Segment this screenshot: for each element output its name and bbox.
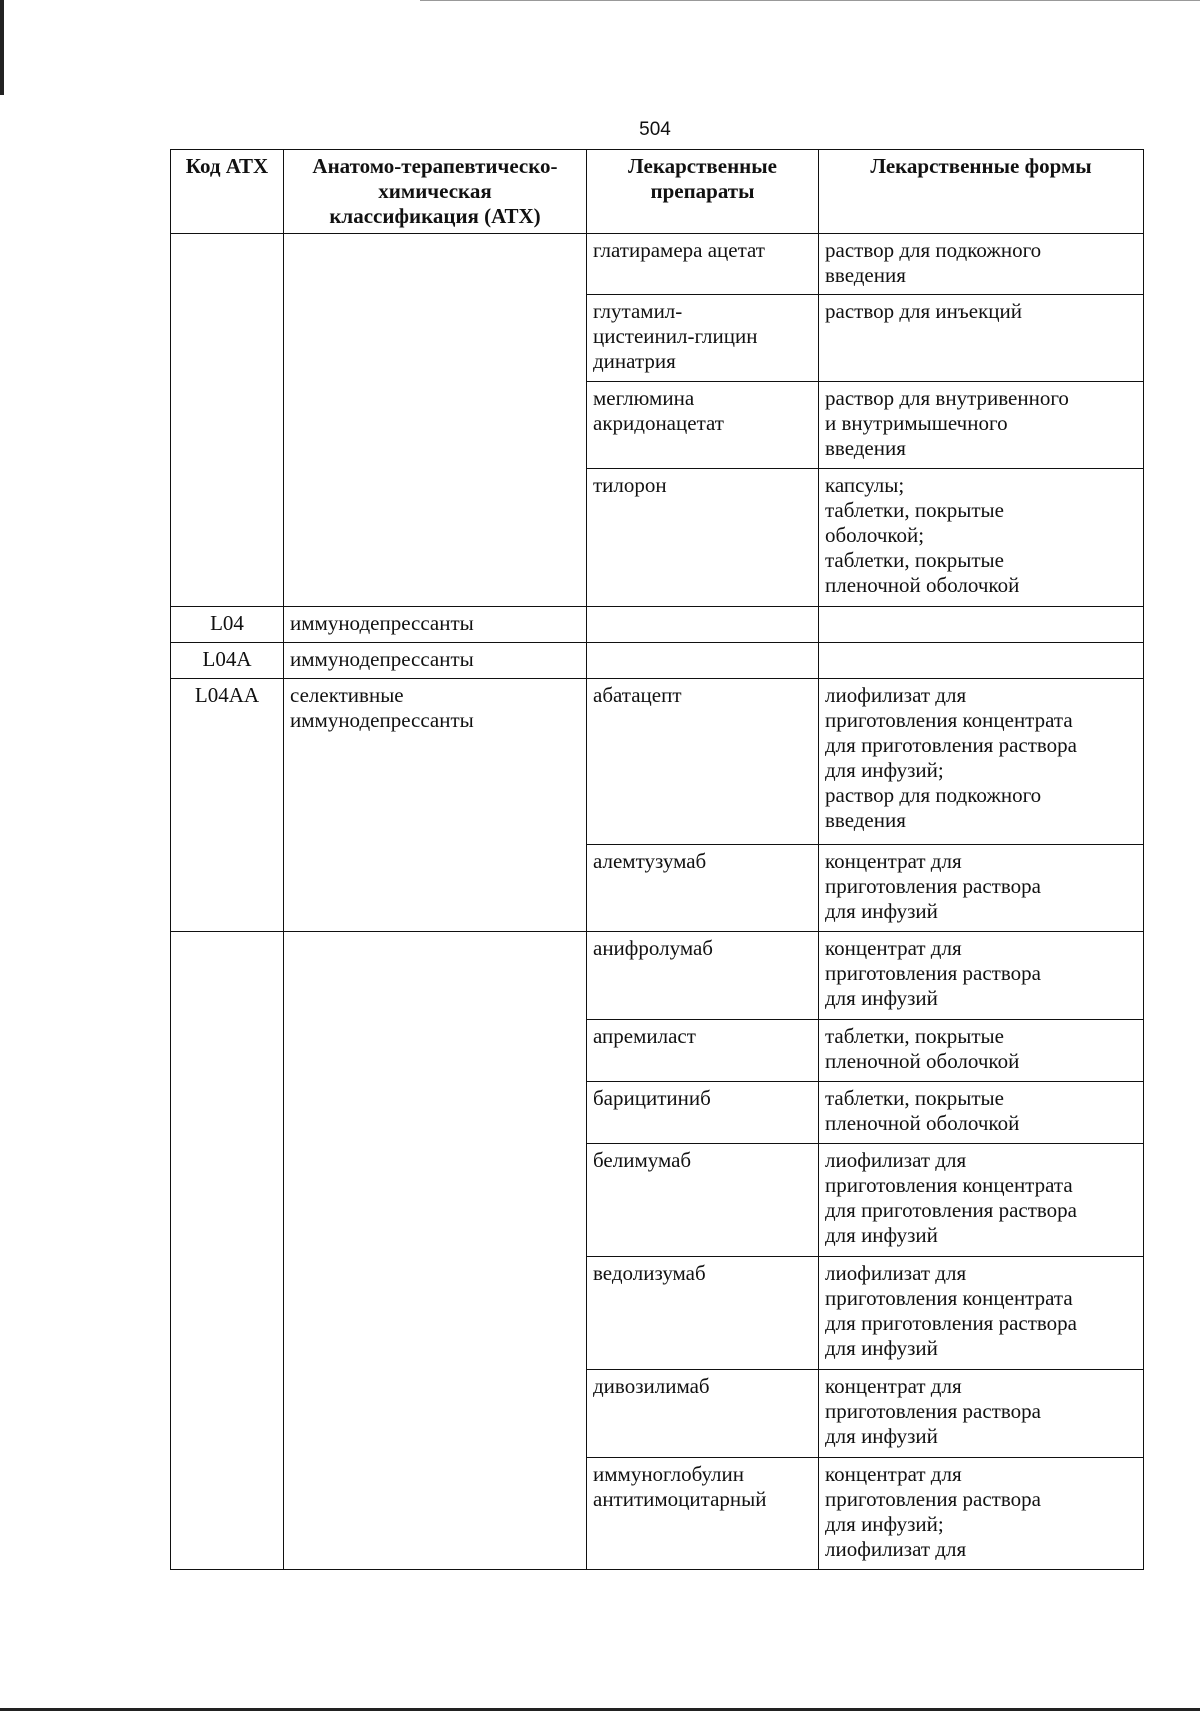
form-cell-empty	[819, 643, 1144, 679]
form-cell: концентрат для приготовления раствора для инфузий	[819, 845, 1144, 932]
code-cell: L04AA	[171, 679, 284, 932]
table-row	[171, 234, 1144, 295]
drug-cell: алемтузумаб	[587, 845, 819, 932]
page-number: 504	[639, 119, 671, 140]
drug-cell: ведолизумаб	[587, 1257, 819, 1370]
drug-cell: апремиласт	[587, 1020, 819, 1082]
form-cell: раствор для внутривенного и внутримышечного введения	[819, 382, 1144, 469]
form-cell-empty	[819, 607, 1144, 643]
form-cell: таблетки, покрытые пленочной оболочкой	[819, 1020, 1144, 1082]
header-forms: Лекарственные формы	[819, 150, 1144, 234]
drug-cell-empty	[587, 643, 819, 679]
header-classification: Анатомо-терапевтическо- химическая классификация (АТХ)	[284, 150, 587, 234]
form-cell: концентрат для приготовления раствора для инфузий; лиофилизат для	[819, 1458, 1144, 1570]
form-cell: раствор для инъекций	[819, 295, 1144, 382]
header-code: Код АТХ	[171, 150, 284, 234]
table-header-row	[171, 150, 1144, 234]
form-cell: капсулы; таблетки, покрытые оболочкой; таблетки, покрытые пленочной оболочкой	[819, 469, 1144, 607]
table-row	[171, 679, 1144, 845]
form-cell: таблетки, покрытые пленочной оболочкой	[819, 1082, 1144, 1144]
drug-cell: тилорон	[587, 469, 819, 607]
drug-cell: глатирамера ацетат	[587, 234, 819, 295]
scan-edge-top	[420, 0, 1200, 1]
table-row	[171, 607, 1144, 643]
classification-cell: иммунодепрессанты	[284, 607, 587, 643]
classification-cell-empty	[284, 932, 587, 1570]
drug-cell: абатацепт	[587, 679, 819, 845]
table-row	[171, 932, 1144, 1020]
header-drugs: Лекарственные препараты	[587, 150, 819, 234]
form-cell: концентрат для приготовления раствора для инфузий	[819, 1370, 1144, 1458]
scan-edge-bottom	[0, 1708, 1200, 1711]
code-cell: L04A	[171, 643, 284, 679]
classification-cell: иммунодепрессанты	[284, 643, 587, 679]
table-row	[171, 643, 1144, 679]
drug-cell: меглюмина акридонацетат	[587, 382, 819, 469]
drug-cell: барицитиниб	[587, 1082, 819, 1144]
form-cell: лиофилизат для приготовления концентрата для приготовления раствора для инфузий; раствор для подкожного введения	[819, 679, 1144, 845]
form-cell: лиофилизат для приготовления концентрата для приготовления раствора для инфузий	[819, 1144, 1144, 1257]
drug-cell: белимумаб	[587, 1144, 819, 1257]
atx-table	[170, 149, 1144, 1570]
code-cell-empty	[171, 234, 284, 607]
drug-cell: иммуноглобулин антитимоцитарный	[587, 1458, 819, 1570]
form-cell: лиофилизат для приготовления концентрата для приготовления раствора для инфузий	[819, 1257, 1144, 1370]
classification-cell: селективные иммунодепрессанты	[284, 679, 587, 932]
code-cell: L04	[171, 607, 284, 643]
code-cell-empty	[171, 932, 284, 1570]
classification-cell-empty	[284, 234, 587, 607]
form-cell: концентрат для приготовления раствора для инфузий	[819, 932, 1144, 1020]
drug-cell: глутамил- цистеинил-глицин динатрия	[587, 295, 819, 382]
drug-cell: дивозилимаб	[587, 1370, 819, 1458]
scan-edge-left	[0, 0, 4, 95]
form-cell: раствор для подкожного введения	[819, 234, 1144, 295]
drug-cell-empty	[587, 607, 819, 643]
drug-cell: анифролумаб	[587, 932, 819, 1020]
